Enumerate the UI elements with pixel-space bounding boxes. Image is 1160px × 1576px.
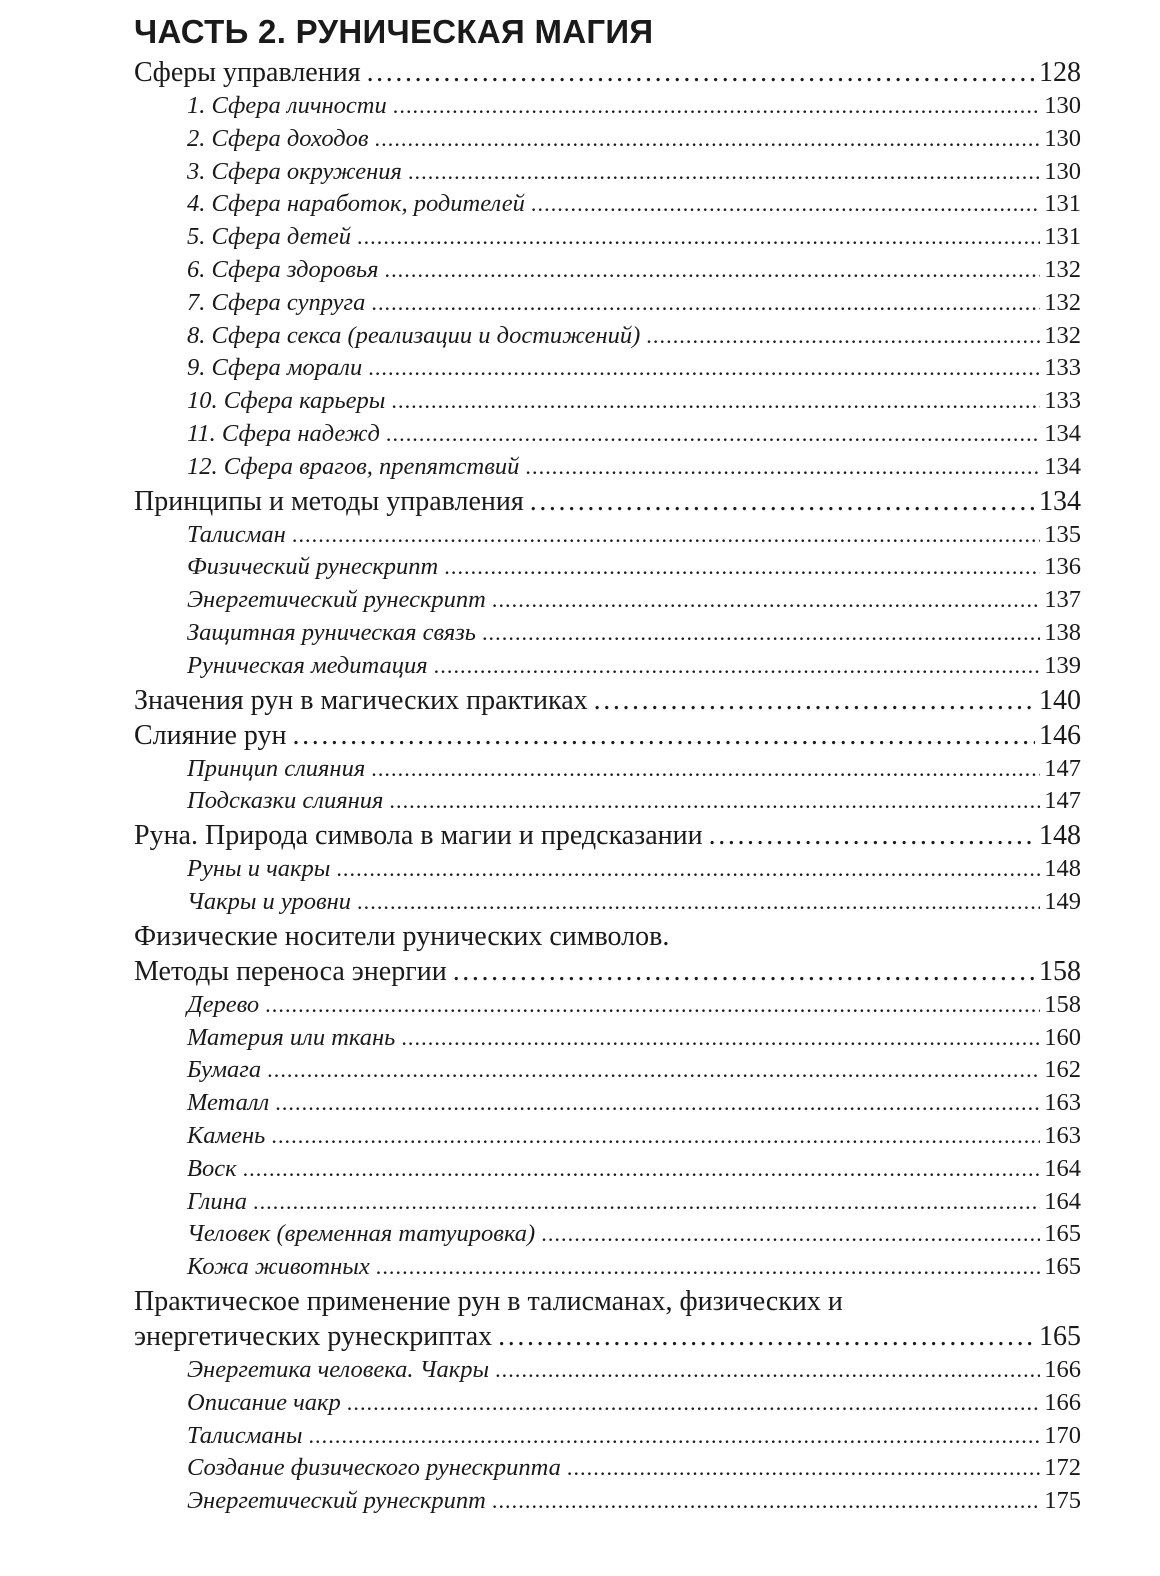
toc-subentry[interactable]	[134, 989, 1081, 1022]
toc-page-number: 137	[1044, 586, 1081, 614]
toc-entry-title: Глина	[187, 1187, 247, 1215]
toc-page-number: 148	[1039, 820, 1081, 852]
dot-leader	[408, 156, 1040, 189]
dot-leader	[567, 1452, 1040, 1485]
table-of-contents	[134, 55, 1081, 1518]
toc-entry-title: 4. Сфера наработок, родителей	[187, 190, 525, 218]
toc-subentry[interactable]	[134, 188, 1081, 221]
toc-subentry[interactable]	[134, 617, 1081, 650]
toc-entry-title: Руническая медитация	[187, 651, 428, 679]
toc-subentry[interactable]	[134, 853, 1081, 886]
toc-entry[interactable]	[134, 484, 1081, 519]
toc-page-number: 134	[1039, 485, 1081, 517]
toc-subentry[interactable]	[134, 90, 1081, 123]
dot-leader	[293, 718, 1035, 753]
toc-page-number: 132	[1044, 255, 1081, 283]
toc-page-number: 135	[1044, 520, 1081, 548]
toc-page-number: 134	[1044, 419, 1081, 447]
toc-page-number: 175	[1044, 1487, 1081, 1515]
toc-entry-title: Талисманы	[187, 1421, 303, 1449]
toc-page-number: 147	[1044, 754, 1081, 782]
toc-page-number: 133	[1044, 354, 1081, 382]
toc-subentry[interactable]	[134, 418, 1081, 451]
dot-leader	[265, 989, 1040, 1022]
toc-page-number: 172	[1044, 1454, 1081, 1482]
toc-subentry[interactable]	[134, 123, 1081, 156]
dot-leader	[371, 287, 1040, 320]
toc-entry-title: Методы переноса энергии	[134, 955, 447, 987]
toc-subentry[interactable]	[134, 254, 1081, 287]
toc-entry-title: Практическое применение рун в талисманах, физических и	[134, 1285, 843, 1317]
dot-leader	[401, 1022, 1040, 1055]
dot-leader	[271, 1120, 1040, 1153]
toc-page-number: 133	[1044, 387, 1081, 415]
toc-page-number: 134	[1044, 452, 1081, 480]
toc-page-number: 165	[1039, 1320, 1081, 1352]
toc-entry-title: Металл	[187, 1089, 270, 1117]
toc-entry-title: Дерево	[187, 990, 260, 1018]
toc-page-number: 132	[1044, 288, 1081, 316]
toc-subentry[interactable]	[134, 1087, 1081, 1120]
toc-page-number: 166	[1044, 1388, 1081, 1416]
toc-entry-title: Создание физического рунескрипта	[187, 1454, 561, 1482]
toc-subentry[interactable]	[134, 156, 1081, 189]
toc-entry-title: 5. Сфера детей	[187, 223, 351, 251]
toc-subentry[interactable]	[134, 785, 1081, 818]
toc-entry-title: Значения рун в магических практиках	[134, 684, 588, 716]
toc-entry-title: Кожа животных	[187, 1253, 370, 1281]
toc-entry-title: Принцип слияния	[187, 754, 366, 782]
toc-subentry[interactable]	[134, 1022, 1081, 1055]
dot-leader	[367, 55, 1035, 90]
toc-subentry[interactable]	[134, 1218, 1081, 1251]
toc-subentry[interactable]	[134, 650, 1081, 683]
toc-entry-title: Бумага	[187, 1056, 262, 1084]
toc-subentry[interactable]	[134, 1354, 1081, 1387]
toc-entry-title: Талисман	[187, 520, 286, 548]
toc-entry-title: Сферы управления	[134, 57, 361, 88]
toc-subentry[interactable]	[134, 287, 1081, 320]
toc-entry-title: Принципы и методы управления	[134, 485, 524, 517]
dot-leader	[384, 254, 1040, 287]
toc-entry-title: Человек (временная татуировка)	[187, 1220, 536, 1248]
dot-leader	[375, 123, 1041, 156]
toc-page-number: 130	[1044, 92, 1081, 119]
toc-subentry[interactable]	[134, 1186, 1081, 1219]
dot-leader	[453, 954, 1035, 989]
dot-leader	[368, 352, 1040, 385]
toc-page-number: 160	[1044, 1023, 1081, 1051]
dot-leader	[386, 418, 1040, 451]
toc-entry[interactable]	[134, 919, 1081, 954]
toc-page-number: 170	[1044, 1421, 1081, 1449]
toc-entry-title: энергетических рунескриптах	[134, 1320, 493, 1352]
toc-entry-title: Энергетический рунескрипт	[187, 586, 486, 614]
toc-page-number: 148	[1044, 855, 1081, 883]
dot-leader	[393, 90, 1041, 123]
toc-page-number: 164	[1044, 1187, 1081, 1215]
toc-page-number: 163	[1044, 1121, 1081, 1149]
toc-page-number: 131	[1044, 223, 1081, 251]
toc-page-number: 136	[1044, 553, 1081, 581]
dot-leader	[492, 584, 1040, 617]
toc-entry-title: Материя или ткань	[187, 1023, 396, 1051]
toc-entry-title: 2. Сфера доходов	[187, 124, 369, 152]
dot-leader	[376, 1251, 1041, 1284]
toc-subentry[interactable]	[134, 1420, 1081, 1453]
dot-leader	[492, 1485, 1040, 1518]
dot-leader	[541, 1218, 1040, 1251]
toc-subentry[interactable]	[134, 1485, 1081, 1518]
toc-page	[134, 12, 1081, 1518]
toc-subentry[interactable]	[134, 451, 1081, 484]
toc-page-number: 138	[1044, 618, 1081, 646]
toc-subentry[interactable]	[134, 551, 1081, 584]
dot-leader	[308, 1420, 1040, 1453]
dot-leader	[525, 451, 1040, 484]
dot-leader	[482, 617, 1040, 650]
dot-leader	[253, 1186, 1040, 1219]
toc-subentry[interactable]	[134, 519, 1081, 552]
toc-page-number: 164	[1044, 1154, 1081, 1182]
toc-subentry[interactable]	[134, 320, 1081, 353]
toc-subentry[interactable]	[134, 1153, 1081, 1186]
toc-page-number: 165	[1044, 1220, 1081, 1248]
toc-entry-title: Камень	[187, 1121, 266, 1149]
dot-leader	[371, 753, 1040, 786]
toc-entry-title: 8. Сфера секса (реализации и достижений)	[187, 321, 641, 349]
toc-page-number: 130	[1044, 157, 1081, 185]
toc-page-number: 131	[1044, 190, 1081, 218]
dot-leader	[530, 484, 1035, 519]
toc-entry-title: Чакры и уровни	[187, 887, 352, 915]
dot-leader	[709, 818, 1035, 853]
toc-page-number: 149	[1044, 887, 1081, 915]
toc-entry-title: Описание чакр	[187, 1388, 341, 1416]
toc-page-number: 146	[1039, 719, 1081, 751]
dot-leader	[336, 853, 1040, 886]
toc-entry-title: Энергетический рунескрипт	[187, 1487, 486, 1515]
toc-page-number: 158	[1044, 990, 1081, 1018]
toc-entry-title: Защитная руническая связь	[187, 618, 476, 646]
toc-subentry[interactable]	[134, 352, 1081, 385]
toc-entry-title: 9. Сфера морали	[187, 354, 363, 382]
toc-entry-title: Подсказки слияния	[187, 787, 384, 815]
toc-page-number: 166	[1044, 1355, 1081, 1383]
toc-entry-title: Воск	[187, 1154, 237, 1182]
toc-subentry[interactable]	[134, 753, 1081, 786]
toc-entry-title: 12. Сфера врагов, препятствий	[187, 452, 520, 480]
dot-leader	[531, 188, 1040, 221]
toc-subentry[interactable]	[134, 584, 1081, 617]
dot-leader	[267, 1054, 1040, 1087]
toc-entry-title: Слияние рун	[134, 719, 287, 751]
toc-page-number: 162	[1044, 1056, 1081, 1084]
dot-leader	[646, 320, 1040, 353]
toc-page-number: 158	[1039, 955, 1081, 987]
toc-page-number: 132	[1044, 321, 1081, 349]
toc-subentry[interactable]	[134, 1387, 1081, 1420]
toc-entry[interactable]	[134, 818, 1081, 853]
dot-leader	[391, 385, 1040, 418]
toc-page-number: 147	[1044, 787, 1081, 815]
toc-entry-title: 10. Сфера карьеры	[187, 387, 386, 415]
toc-entry-title: Энергетика человека. Чакры	[187, 1355, 490, 1383]
dot-leader	[495, 1354, 1040, 1387]
toc-entry[interactable]	[134, 1284, 1081, 1319]
toc-subentry[interactable]	[134, 1120, 1081, 1153]
dot-leader	[243, 1153, 1041, 1186]
toc-subentry[interactable]	[134, 1452, 1081, 1485]
dot-leader	[594, 683, 1035, 718]
toc-entry-title: Руна. Природа символа в магии и предсказании	[134, 820, 703, 852]
toc-page-number: 163	[1044, 1089, 1081, 1117]
toc-entry[interactable]	[134, 55, 1081, 90]
dot-leader	[357, 886, 1040, 919]
toc-page-number: 130	[1044, 124, 1081, 152]
toc-page-number: 165	[1044, 1253, 1081, 1281]
dot-leader	[292, 519, 1040, 552]
toc-subentry[interactable]	[134, 1054, 1081, 1087]
toc-entry-title: 7. Сфера супруга	[187, 288, 366, 316]
toc-entry-title: Физические носители рунических символов.	[134, 920, 670, 952]
dot-leader	[498, 1319, 1035, 1354]
toc-entry[interactable]	[134, 1319, 1081, 1354]
dot-leader	[444, 551, 1040, 584]
toc-subentry[interactable]	[134, 1251, 1081, 1284]
toc-entry[interactable]	[134, 683, 1081, 718]
toc-entry-title: 1. Сфера личности	[187, 92, 387, 119]
toc-page-number: 128	[1039, 57, 1081, 88]
toc-entry-title: 3. Сфера окружения	[187, 157, 402, 185]
dot-leader	[357, 221, 1040, 254]
part-title: ЧАСТЬ 2. РУНИЧЕСКАЯ МАГИЯ	[134, 13, 654, 50]
dot-leader	[275, 1087, 1040, 1120]
toc-entry-title: 11. Сфера надежд	[187, 419, 380, 447]
dot-leader	[347, 1387, 1041, 1420]
toc-entry-title: Физический рунескрипт	[187, 553, 439, 581]
dot-leader	[434, 650, 1041, 683]
toc-subentry[interactable]	[134, 886, 1081, 919]
toc-entry-title: 6. Сфера здоровья	[187, 255, 379, 283]
toc-subentry[interactable]	[134, 385, 1081, 418]
toc-entry[interactable]	[134, 954, 1081, 989]
dot-leader	[389, 785, 1040, 818]
toc-entry[interactable]	[134, 718, 1081, 753]
toc-subentry[interactable]	[134, 221, 1081, 254]
toc-entry-title: Руны и чакры	[187, 855, 331, 883]
toc-page-number: 139	[1044, 651, 1081, 679]
toc-page-number: 140	[1039, 684, 1081, 716]
